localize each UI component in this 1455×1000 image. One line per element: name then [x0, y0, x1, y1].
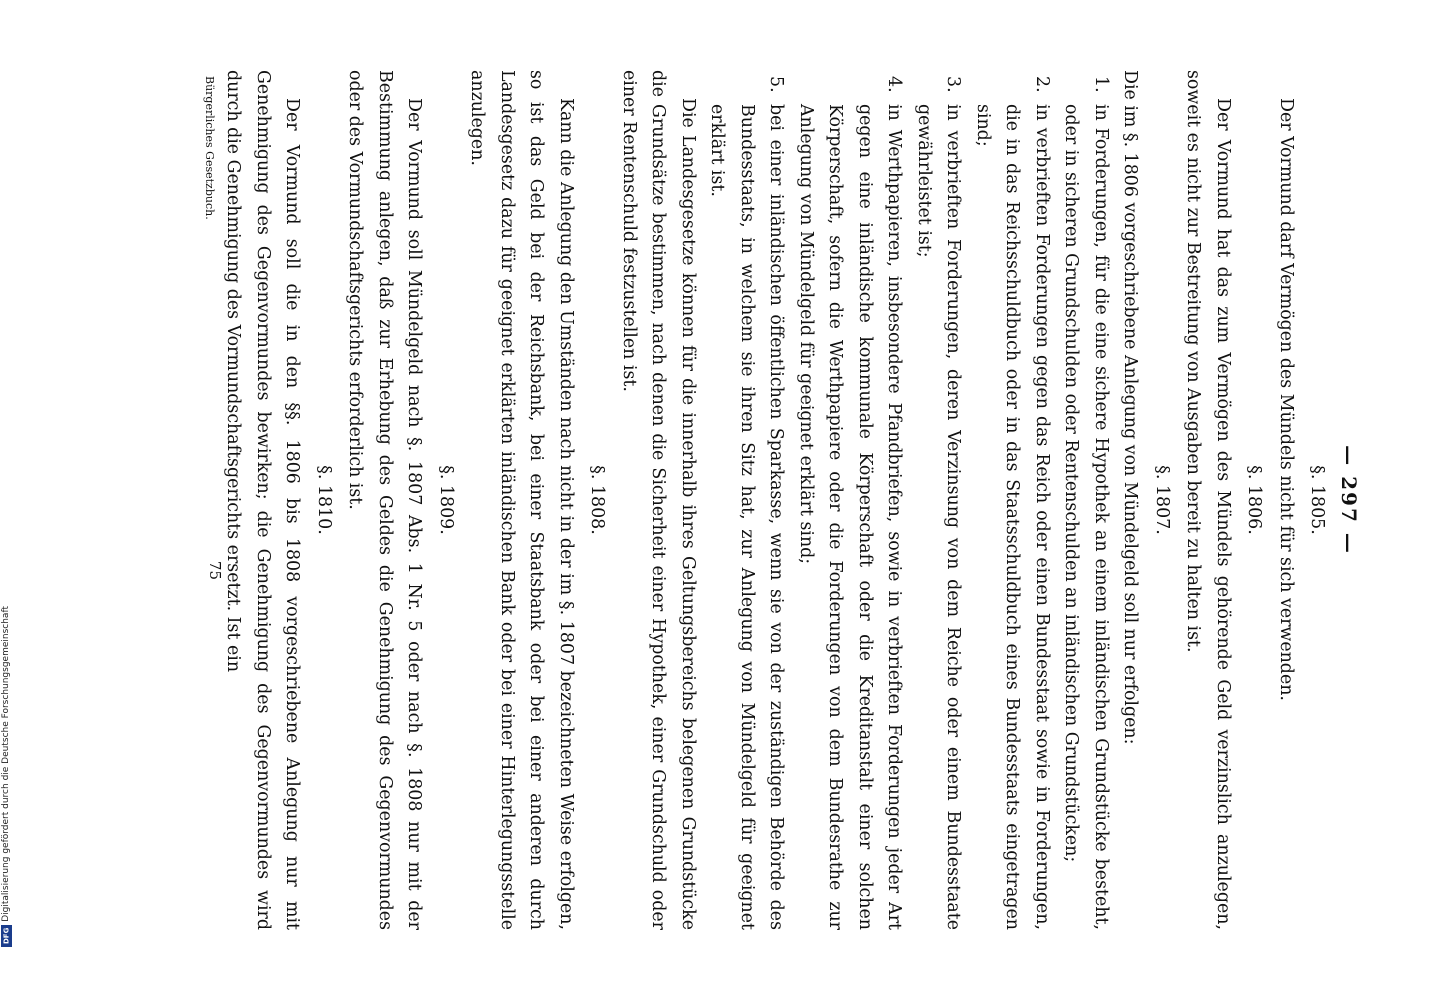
- section-text-1806: Der Vormund hat das zum Vermögen des Mündels gehörende Geld verzinslich anzulegen, soweit es nicht zur Bestreitung von Ausgaben bereit zu halten ist.: [1183, 70, 1233, 930]
- page-content: [202, 70, 1363, 930]
- dfg-logo: DFG: [1, 925, 12, 947]
- section-closing-1807: Die Landesgesetze können für die innerhalb ihres Geltungsbereichs belegenen Grundstücke die Grundsätze bestimmen, nach denen die Sicherheit einer Hypothek, einer Grundschuld oder einer Rentenschuld festzustellen ist.: [619, 70, 698, 930]
- list-item-number: 1.: [1091, 76, 1111, 93]
- list-item: [909, 70, 968, 930]
- section-text-1810: Der Vormund soll die in den §§. 1806 bis 1808 vorgeschriebene Anlegung nur mit Genehmigung des Gegenvormundes bewirken; die Genehmigung des Gegenvormundes wird durch die Genehmigung des Vormundschaftsgerichts ersetzt. Ist ein: [223, 70, 303, 930]
- section-heading-1805: §. 1805.: [1307, 465, 1328, 535]
- list-item-text: in Forderungen, für die eine sichere Hypothek an einem inländischen Grundstücke besteht, oder in sicheren Grundschulden oder Rentenschulden an inländischen Grundstücken;: [1061, 104, 1111, 930]
- document-page: [27, 0, 1427, 1000]
- list-item-text: in verbrieften Forderungen gegen das Reich oder einen Bundesstaat sowie in Forderungen, die in das Reichsschuldbuch oder in das Staatsschuldbuch eines Bundesstaats eingetragen sind;: [973, 104, 1052, 930]
- section-heading-1806: §. 1806.: [1244, 465, 1265, 535]
- list-item-text: bei einer inländischen öffentlichen Sparkasse, wenn sie von der zuständigen Behörde des Bundesstaats, in welchem sie ihren Sitz hat, zur Anlegung von Mündelgeld für geeignet erklärt ist.: [707, 104, 787, 930]
- list-item-number: 2.: [1032, 76, 1052, 93]
- list-item-number: 4.: [884, 76, 905, 93]
- section-heading-1810: §. 1810.: [314, 465, 334, 535]
- section-text-1809: Der Vormund soll Mündelgeld nach §. 1807 Abs. 1 Nr. 5 oder nach §. 1808 nur mit der Bestimmung anlegen, daß zur Erhebung des Geldes die Genehmigung des Gegenvormundes oder des Vormundschaftsgerichts erforderlich ist.: [345, 70, 425, 930]
- section-heading-1809: §. 1809.: [436, 465, 456, 535]
- footer-book-title: Bürgerliches Gesetzbuch.: [203, 76, 216, 220]
- list-item: [968, 70, 1057, 930]
- section-heading-1808: §. 1808.: [587, 465, 608, 535]
- list-item-text: in Werthpapieren, insbesondere Pfandbriefen, sowie in verbrieften Forderungen jeder Art gegen eine inländische kommunale Körperschaft oder die Kreditanstalt einer solchen Körperschaft, sofern die Werthpapiere oder die Forderungen von dem Bundesrathe zur Anlegung von Mündelgeld für geeignet erklärt sind;: [796, 104, 905, 930]
- list-item: [702, 70, 791, 930]
- list-item-number: 5.: [766, 76, 787, 93]
- section-intro-1807: Die im §. 1806 vorgeschriebene Anlegung von Mündelgeld soll nur erfolgen:: [1120, 70, 1141, 745]
- list-item-number: 3.: [943, 76, 964, 93]
- section-heading-1807: §. 1807.: [1152, 465, 1172, 535]
- page-number: — 297 —: [1337, 445, 1361, 555]
- footer-signature-mark: 75: [206, 560, 224, 580]
- page-footer: [202, 70, 224, 930]
- section-text-1808: Kann die Anlegung den Umständen nach nicht in der im §. 1807 bezeichneten Weise erfolgen, so ist das Geld bei der Reichsbank, bei einer Staatsbank oder bei einer anderen durch Landesgesetz dazu für geeignet erklärten inländischen Bank oder bei einer Hinterlegungsstelle anzulegen.: [467, 70, 576, 930]
- section-text-1805: Der Vormund darf Vermögen des Mündels nicht für sich verwenden.: [1276, 98, 1296, 701]
- funding-note: [0, 606, 12, 992]
- list-item: [1056, 70, 1115, 930]
- list-item: [791, 70, 909, 930]
- list-item-text: in verbrieften Forderungen, deren Verzinsung von dem Reiche oder einem Bundesstaate gewährleistet ist;: [914, 104, 964, 930]
- funding-note-text: Digitalisierung gefördert durch die Deutsche Forschungsgemeinschaft: [1, 606, 11, 922]
